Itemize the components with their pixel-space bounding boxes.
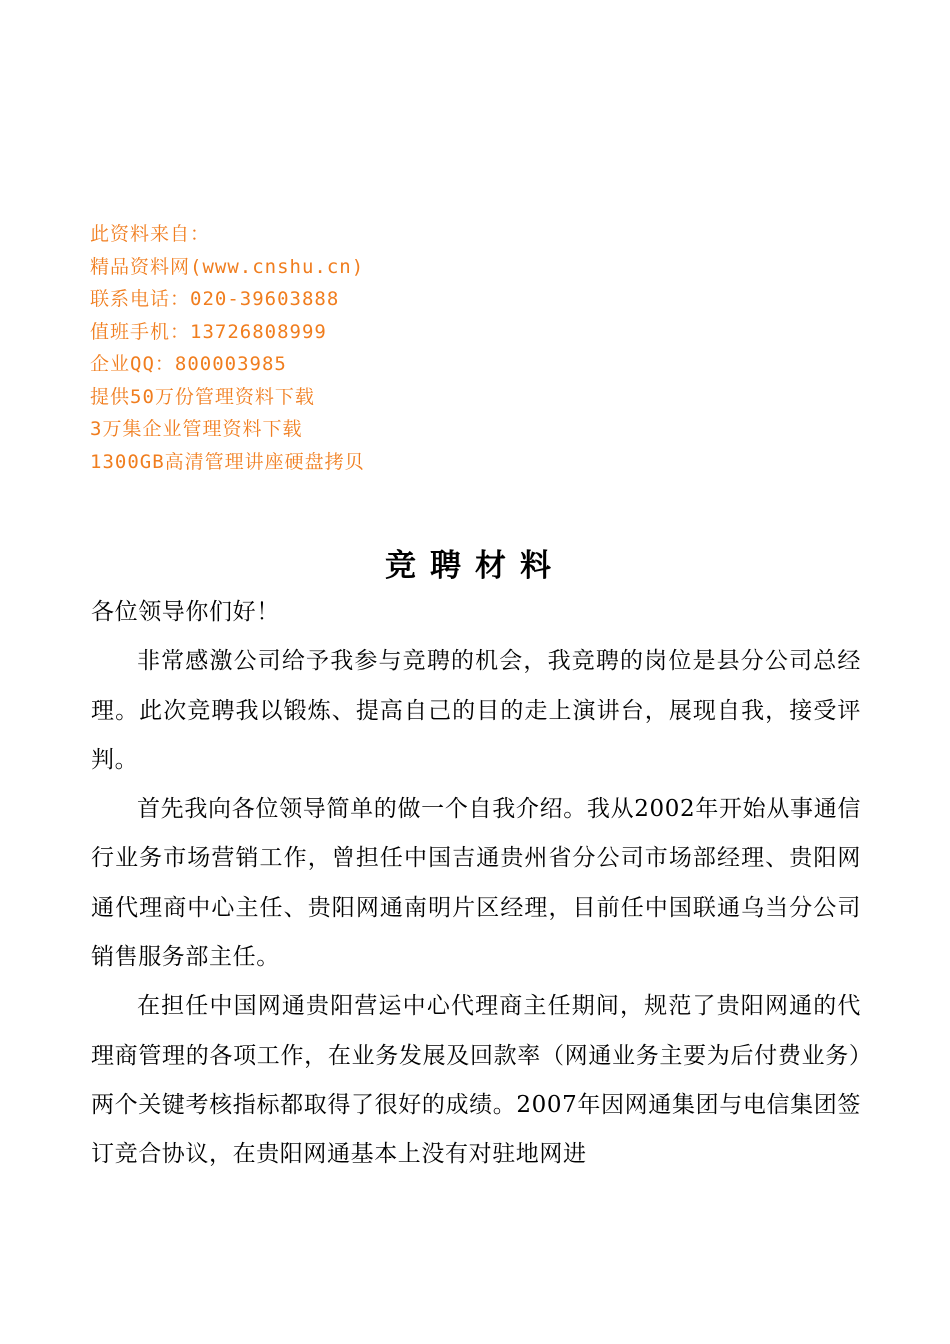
mobile-phone-line: 值班手机：13726808999 (90, 320, 327, 343)
promo-line-downloads: 提供50万份管理资料下载 (90, 385, 315, 408)
qq-line: 企业QQ：800003985 (90, 353, 287, 375)
source-info-line: 此资料来自： (90, 223, 211, 245)
document-title: 竞聘材料 (385, 548, 565, 584)
promo-line-harddisk: 1300GB高清管理讲座硬盘拷贝 (90, 450, 365, 473)
source-info-block (90, 218, 365, 478)
source-website-line: 精品资料网(www.cnshu.cn) (90, 255, 365, 278)
document-body (91, 588, 861, 1180)
greeting: 各位领导你们好！ (91, 599, 280, 625)
paragraph: 首先我向各位领导简单的做一个自我介绍。我从2002年开始从事通信行业务市场营销工作，曾担任中国吉通贵州省分公司市场部经理、贵阳网通代理商中心主任、贵阳网通南明片区经理，目前任中国联通乌当分公司销售服务部主任。 (91, 796, 861, 971)
paragraph: 在担任中国网通贵阳营运中心代理商主任期间，规范了贵阳网通的代理商管理的各项工作，在业务发展及回款率（网通业务主要为后付费业务）两个关键考核指标都取得了很好的成绩。2007年因网通集团与电信集团签订竞合协议，在贵阳网通基本上没有对驻地网进 (91, 993, 861, 1168)
paragraph: 非常感激公司给予我参与竞聘的机会，我竞聘的岗位是县分公司总经理。此次竞聘我以锻炼、提高自己的目的走上演讲台，展现自我，接受评判。 (91, 648, 861, 773)
contact-phone-line: 联系电话：020-39603888 (90, 288, 340, 310)
promo-line-videos: 3万集企业管理资料下载 (90, 418, 303, 440)
